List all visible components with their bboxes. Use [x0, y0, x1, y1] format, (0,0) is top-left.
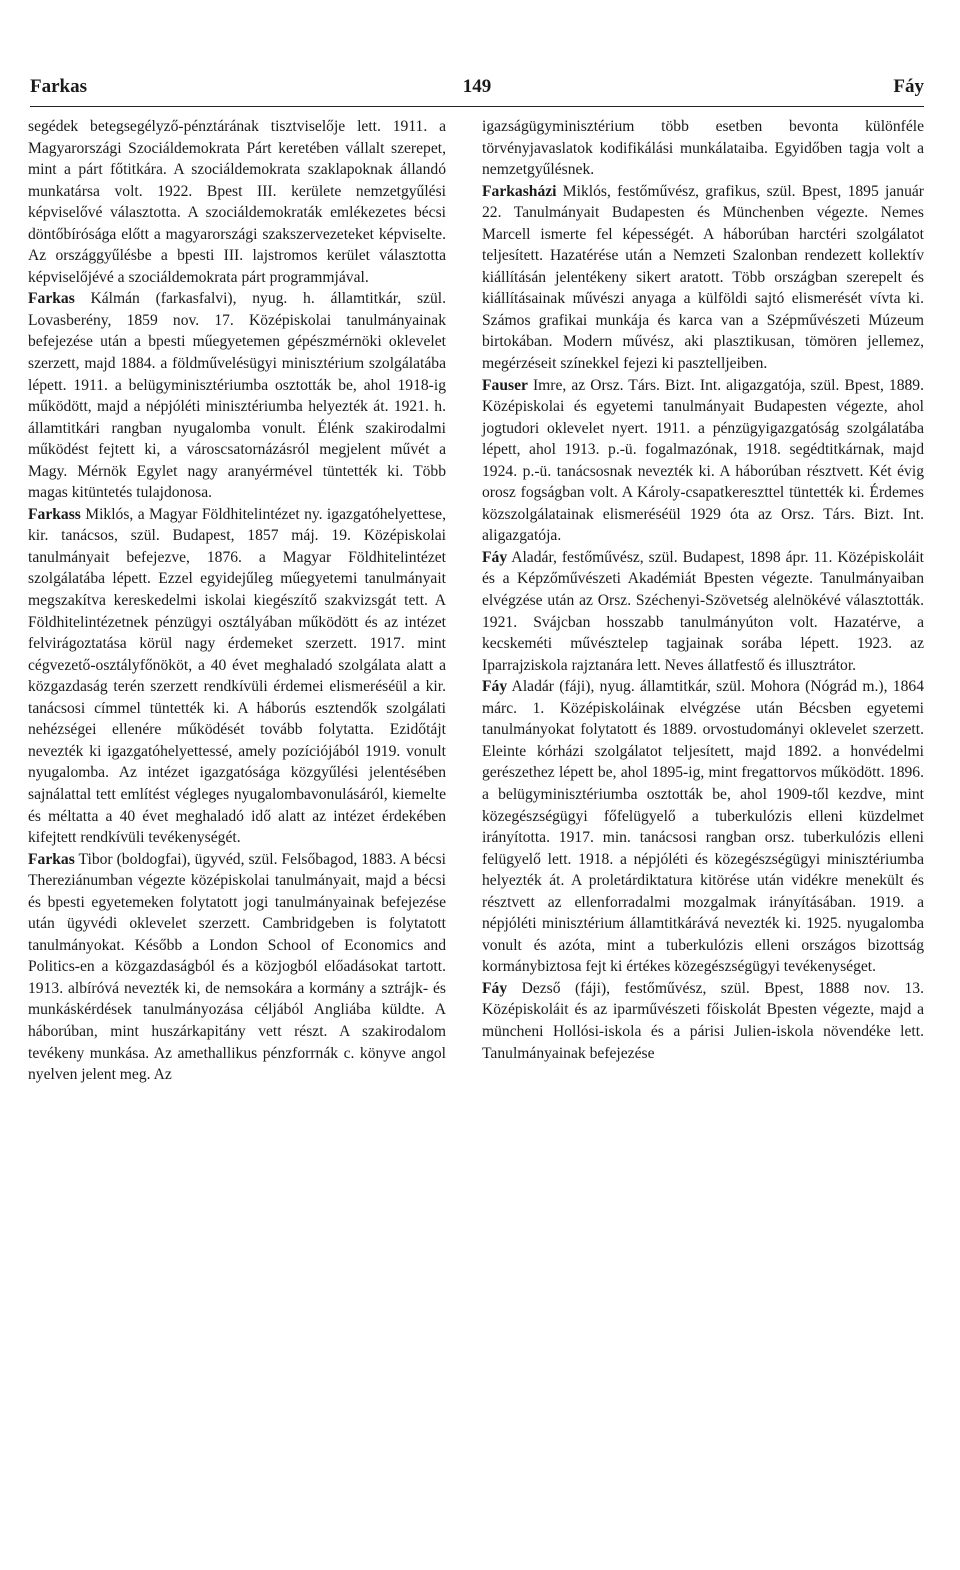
- left-column: [28, 116, 446, 1086]
- entry-text: Aladár, festőművész, szül. Budapest, 1898 ápr. 11. Középiskoláit és a Képzőművészeti Akadémiát Bpesten végezte. Tanulmányaiban elvégzése után az Orsz. Széchenyi-Szövetség alelnökévé választották. 1921. Svájcban hosszabb tanulmányúton volt. Hazatérve, a kecskeméti művésztelep tagjainak sorába lépett. 1923. az Iparrajziskola rajztanára lett. Neves állatfestő és illusztrátor.: [482, 548, 924, 674]
- entry-text: segédek betegsegélyző-pénztárának tisztviselője lett. 1911. a Magyarországi Szociáldemokrata Párt keretében vállalt szerepet, mint a párt főtitkára. A szociáldemokrata szaklapoknak állandó munkatársa volt. 1922. Bpest III. kerülete nemzetgyűlési képviselővé választotta. A szociáldemokraták emlékezetes bécsi döntőbírósága előtt a magyarországi szakszervezeteket képviselte. Az országgyűlésbe a bpesti III. lajstromos kerület választotta képviselőjévé a szociáldemokrata párt programmjával.: [28, 118, 446, 286]
- entry-paragraph: [28, 504, 446, 849]
- entry-headword: Farkas: [28, 850, 75, 868]
- right-column: [482, 116, 924, 1064]
- entry-text: Imre, az Orsz. Társ. Bizt. Int. aligazgatója, szül. Bpest, 1889. Középiskolai és egyetemi tanulmányait Budapesten végezte, ahol jogtudori oklevelet nyert. 1911. a pénzügyigazgatóság szolgálatába lépett, ahol 1913. p.-ü. fogalmazónak, 1918. segédtitkárnak, majd 1924. p.-ü. tanácsosnak nevezték ki. A háborúban résztvett. Két évig orosz fogságban volt. A Károly-csapatkereszttel tüntették ki. Érdemes közszolgálatainak elismeréséül 1929 óta az Orsz. Társ. Bizt. Int. aligazgatója.: [482, 376, 924, 545]
- entry-paragraph: [28, 849, 446, 1086]
- entry-paragraph: [482, 978, 924, 1064]
- running-head: [30, 76, 924, 100]
- entry-text: Miklós, a Magyar Földhitelintézet ny. igazgatóhelyettese, kir. tanácsos, szül. Budapest, 1857 máj. 19. Középiskolai tanulmányait befejezve, 1876. a Magyar Földhitelintézet szolgálatába lépett. Ezzel egyidejűleg műegyetemi tanulmányait megszakítva kereskedelmi iskolai kiegészítő szakvizsgát tett. A Földhitelintézetnek pénzügyi osztályában működött és az intézet felvirágoztatása körül nagy érdemeket szerzett. 1917. mint cégvezető-osztályfőnököt, a 40 évet meghaladó szolgálata alatt a közgazdaság terén szerzett rendkívüli érdemei elismeréséül a kir. tanácsosi címmel tüntették ki. A háborús esztendők szolgálati nehézségei ellenére működését tovább folytatta. Ezidőtájt nevezték ki igazgatóhelyettessé, amely pozíciójából 1919. vonult nyugalomba. Az intézet igazgatósága közgyűlési jelentésében sajnálattal tett említést végleges nyugalombavonulásáról, kiemelte és méltatta a 40 évet meghaladó idő alatt az intézet érdekében kifejtett rendkívüli tevékenységét.: [28, 505, 446, 847]
- entry-headword: Farkas: [28, 290, 75, 308]
- entry-paragraph: [482, 547, 924, 676]
- entry-headword: Farkass: [28, 505, 81, 523]
- entry-text: Dezső (fáji), festőművész, szül. Bpest, 1888 nov. 13. Középiskoláit és az iparművészeti főiskolát Bpesten végezte, majd a müncheni Hollósi-iskola és a párisi Julien-iskola növendéke lett. Tanulmányainak befejezése: [482, 979, 924, 1062]
- entry-headword: Farkasházi: [482, 182, 557, 200]
- entry-headword: Fáy: [482, 548, 508, 566]
- running-head-right: Fáy: [893, 76, 924, 97]
- entry-text: Miklós, festőművész, grafikus, szül. Bpest, 1895 január 22. Tanulmányait Budapesten és Münchenben végezte. Nemes Marcell ismerte fel képességét. A háborúban harctéri szolgálatot teljesített. Hazatérése után a Nemzeti Szalonban rendezett kollektív kiállításán jelentékeny sikert aratott. Több országban szerepelt és kiállításainak művészi anyaga a külföldi sajtó elismerését vívta ki. Számos grafikai munkája és karca van a Szépművészeti Múzeum birtokában. Modern művész, aki plasztikusan, tömören jellemez, megérzéseit színekkel fejezi ki pasztelljeiben.: [482, 182, 924, 373]
- running-head-left: Farkas: [30, 76, 87, 97]
- entry-paragraph: [28, 116, 446, 288]
- entry-text: Tibor (boldogfai), ügyvéd, szül. Felsőbagod, 1883. A bécsi Thereziánumban végezte középiskolai tanulmányait, majd a bécsi és bpesti egyetemeken folytatott jogi tanulmányainak befejezése után ügyvédi oklevelet szerzett. Cambridgeben is folytatott tanulmányokat. Később a London School of Economics and Politics-en a közgazdaságból és a közjogból előadásokat tartott. 1913. albíróvá nevezték ki, de nemsokára a kormány a sztrájk- és munkáskérdések tanulmányozása céljából Angliába küldte. A háborúban, mint huszárkapitány vett részt. A szakirodalom tevékeny munkása. Az amethallikus pénzforrnák c. könyve angol nyelven jelent meg. Az: [28, 850, 446, 1084]
- entry-headword: Fáy: [482, 678, 508, 696]
- entry-text: Aladár (fáji), nyug. államtitkár, szül. Mohora (Nógrád m.), 1864 márc. 1. Középiskoláinak elvégzése után Bécsben egyetemi tanulmányokat folytatott és 1889. orvostudományi oklevelet szerzett. Eleinte kórházi szolgálatot teljesített, majd 1892. a honvédelmi gerészethez lépett be, ahol 1895-ig, mint fregattorvos működött. 1896. a belügyminisztériumba osztották be, ahol 1909-től kezdve, mint közegészségügyi főfelügyelő a tuberkulózis elleni küzdelmet irányította. 1917. min. tanácsosi rangban orsz. tuberkulózis elleni felügyelő lett. 1918. a népjóléti és közegészségügyi minisztériumba helyezték át. A proletárdiktatura kitörése után vidékre menekült és résztvett az ellenforradalmi mozgalmak irányításában. 1919. a népjóléti minisztérium államtitkárává nevezték ki. 1925. nyugalomba vonult és azóta, mint a tuberkulózis elleni országos bizottság kormánybiztosa fejt ki értékes közegészségügyi tevékenységet.: [482, 678, 924, 976]
- entry-headword: Fauser: [482, 376, 528, 394]
- entry-paragraph: [482, 116, 924, 181]
- entry-paragraph: [482, 181, 924, 375]
- entry-headword: Fáy: [482, 979, 508, 997]
- page-number: 149: [462, 76, 492, 97]
- entry-text: Kálmán (farkasfalvi), nyug. h. államtitkár, szül. Lovasberény, 1859 nov. 17. Középiskolai tanulmányainak befejezése után a bpesti műegyetemen gépészmérnöki oklevelet szerzett, majd 1884. a földművelésügyi minisztérium szolgálatába lépett. 1911. a belügyminisztériumba osztották be, ahol 1918-ig működött, majd a népjóléti minisztériumba helyezték át. 1921. h. államtitkári rangban nyugalomba vonult. Élénk szakirodalmi működést fejtett ki, a városcsatornázásról megjelent művét a Magy. Mérnök Egylet nagy aranyérmével tüntették ki. Több magas kitüntetés tulajdonosa.: [28, 290, 446, 502]
- entry-paragraph: [28, 288, 446, 503]
- entry-paragraph: [482, 375, 924, 547]
- header-rule: [30, 106, 924, 107]
- entry-paragraph: [482, 676, 924, 978]
- entry-text: igazságügyminisztérium több esetben bevonta különféle törvényjavaslatok kodifikálási munkálataiba. Egyidőben tagja volt a nemzetgyűlésnek.: [482, 118, 924, 179]
